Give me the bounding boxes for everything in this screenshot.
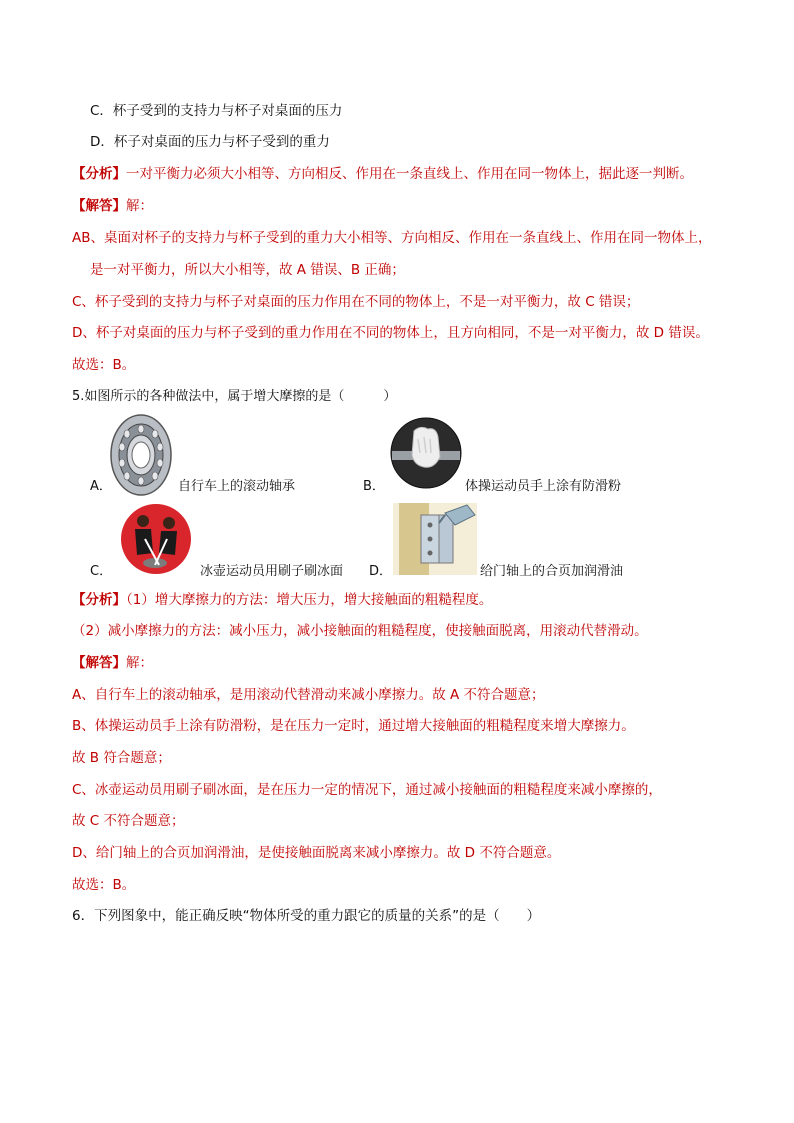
q4-option-d: D．杯子对桌面的压力与杯子受到的重力: [90, 134, 330, 150]
option-d-caption: 给门轴上的合页加润滑油: [480, 564, 624, 579]
analysis-tag: 【分析】: [72, 592, 126, 608]
analysis-text: （1）增大摩擦力的方法：增大压力，增大接触面的粗糙程度。: [126, 592, 493, 608]
option-b-caption: 体操运动员手上涂有防滑粉: [465, 479, 622, 494]
q5-answer-d: D、给门轴上的合页加润滑油，是使接触面脱离来减小摩擦力。故 D 不符合题意。: [72, 845, 561, 861]
analysis-text: 一对平衡力必须大小相等、方向相反、作用在一条直线上、作用在同一物体上，据此逐一判断。: [126, 166, 693, 182]
answer-intro: 解：: [126, 198, 153, 214]
q5-answer-c-2: 故 C 不符合题意；: [72, 813, 185, 829]
q4-answer-d: D、杯子对桌面的压力与杯子受到的重力作用在不同的物体上，且方向相同，不是一对平衡力，故 D 错误。: [72, 325, 709, 341]
q6-stem: 6．下列图象中，能正确反映“物体所受的重力跟它的质量的关系”的是（ ）: [72, 908, 541, 924]
q5-answer-b-2: 故 B 符合题意；: [72, 750, 171, 766]
q5-answer-a: A、自行车上的滚动轴承，是用滚动代替滑动来减小摩擦力。故 A 不符合题意；: [72, 687, 545, 703]
q4-answer-c: C、杯子受到的支持力与杯子对桌面的压力作用在不同的物体上，不是一对平衡力，故 C 错误；: [72, 294, 640, 310]
q5-answer-c-1: C、冰壶运动员用刷子刷冰面，是在压力一定的情况下，通过减小接触面的粗糙程度来减小摩擦的，: [72, 782, 662, 798]
hinge-oil-icon: [393, 503, 477, 575]
answer-tag: 【解答】: [72, 655, 126, 671]
q5-analysis-2: （2）减小摩擦力的方法：减小压力，减小接触面的粗糙程度，使接触面脱离，用滚动代替滑动。: [72, 623, 648, 639]
q4-choice: 故选：B。: [72, 357, 136, 373]
option-a-caption: 自行车上的滚动轴承: [178, 479, 296, 494]
answer-intro: 解：: [126, 655, 153, 671]
analysis-tag: 【分析】: [72, 166, 126, 182]
option-d-letter: D．: [369, 564, 393, 579]
option-b-letter: B．: [363, 479, 385, 494]
q4-answer-head: [72, 196, 153, 216]
q5-analysis: [72, 590, 492, 610]
option-a-letter: A．: [90, 479, 112, 494]
q5-answer-b-1: B、体操运动员手上涂有防滑粉，是在压力一定时，通过增大接触面的粗糙程度来增大摩擦力。: [72, 718, 635, 734]
q4-answer-ab-1: AB、桌面对杯子的支持力与杯子受到的重力大小相等、方向相反、作用在一条直线上、作用在同一物体上，: [72, 230, 712, 246]
roller-bearing-icon: [110, 413, 172, 497]
option-c-caption: 冰壶运动员用刷子刷冰面: [200, 564, 344, 579]
q4-answer-ab-2: 是一对平衡力，所以大小相等，故 A 错误、B 正确；: [90, 262, 405, 278]
option-c-letter: C．: [90, 564, 113, 579]
q5-stem: 5.如图所示的各种做法中，属于增大摩擦的是（ ）: [72, 389, 397, 404]
chalk-hand-icon: [390, 417, 462, 489]
answer-tag: 【解答】: [72, 198, 126, 214]
curling-sweep-icon: [115, 503, 197, 575]
q4-option-c: C．杯子受到的支持力与杯子对桌面的压力: [90, 103, 343, 119]
q5-choice: 故选：B。: [72, 877, 136, 893]
q4-analysis: [72, 164, 693, 184]
q5-answer-head: [72, 653, 153, 673]
